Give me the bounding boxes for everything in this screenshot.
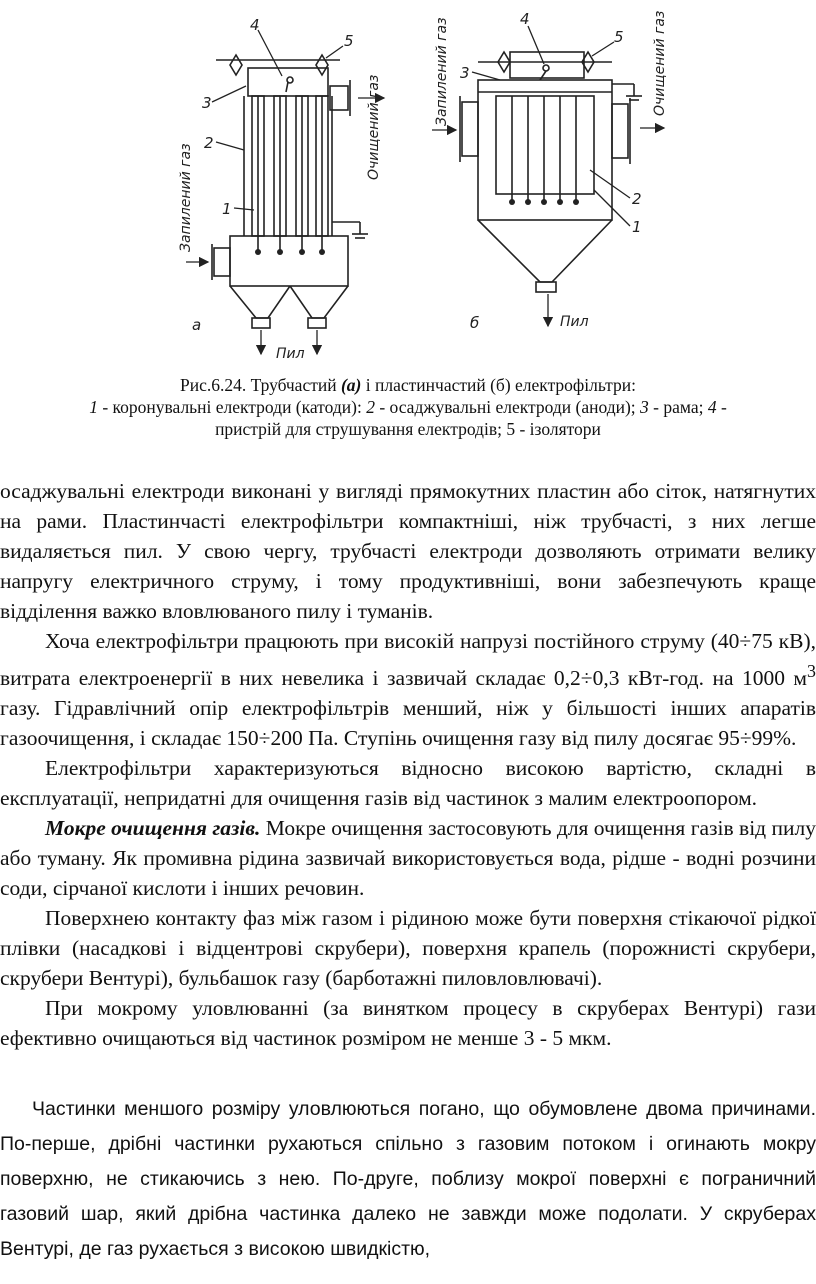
label-a-4: 4 xyxy=(250,16,260,34)
caption-line-2: 1 - коронувальні електроди (катоди): 2 - осаджувальні електроди (аноди); 3 - рама; 4 - xyxy=(89,397,727,417)
label-b-3: 3 xyxy=(460,64,470,82)
paragraph-3: Електрофільтри характеризуються відносно високою вартістю, складні в експлуатації, непридатні для очищення газів від частинок з малим електроопором. xyxy=(0,756,816,811)
label-a-3: 3 xyxy=(202,94,212,112)
diagram-a-tubular xyxy=(212,55,368,328)
label-b-4: 4 xyxy=(520,10,530,28)
paragraph-5: Поверхнею контакту фаз між газом і рідиною може бути поверхня стікаючої рідкої плівки (насадкові і відцентрові скрубери), поверхня крапель (порожнисті скрубери, скрубери Вентурі), бульбашок газу (барботажні пиловловлювачі). xyxy=(0,906,816,991)
paragraph-2: Хоча електрофільтри працюють при високій напрузі постійного струму (40÷75 кВ), витрата електроенергії в них невелика і зазвичай складає 0,2÷0,3 кВт-год. на 1000 $м^3$ газу. Гідравлічний опір електрофільтрів менший, ніж у більшості інших апаратів газоочищення, і складає 150÷200 Па. Ступінь очищення газу від пилу досягає 95÷99%. xyxy=(0,629,816,751)
label-a-5: 5 xyxy=(344,32,354,50)
body-text xyxy=(0,476,816,1053)
label-a-2: 2 xyxy=(204,134,214,152)
paragraph-7: Частинки меншого розміру уловлюються погано, що обумовлене двома причинами. По-перше, дрібні частинки рухаються спільно з газовим потоком і огинають мокру поверхню, не стикаючись з нею. По-друге, поблизу мокрої поверхні є пограничний газовий шар, який дрібна частинка далеко не завжди може подолати. У скруберах Вентурі, де газ рухається з високою швидкістю, xyxy=(0,1098,816,1260)
paragraph-4: Мокре очищення газів. Мокре очищення застосовують для очищення газів від пилу або туману. Як промивна рідина зазвичай використовується вода, рідше - водні розчини соди, сірчаної кислоти і інших речовин. xyxy=(0,816,816,901)
caption-line-1: Рис.6.24. Трубчастий (а) і пластинчастий (б) електрофільтри: xyxy=(179,375,637,395)
label-b-2: 2 xyxy=(632,190,642,208)
label-b-1: 1 xyxy=(632,218,642,236)
label-b-gas-out: Очищений газ xyxy=(652,10,668,116)
label-b-dust: Пил xyxy=(560,314,589,330)
section-heading: Мокре очищення газів. xyxy=(45,816,261,841)
label-a-gas-in: Запилений газ xyxy=(178,143,194,252)
figure-caption xyxy=(0,374,816,440)
label-b-5: 5 xyxy=(614,28,624,46)
label-b-gas-in: Запилений газ xyxy=(434,17,450,126)
diagram-b-plate xyxy=(460,52,642,292)
label-a-gas-out: Очищений газ xyxy=(366,74,382,180)
label-a-1: 1 xyxy=(222,200,232,218)
paragraph-1: осаджувальні електроди виконані у вигляді прямокутних пластин або сіток, натягнутих на рами. Пластинчасті електрофільтри компактніші, ніж трубчасті, з них легше видаляється пил. У свою чергу, трубчасті електроди дозволяють отримати велику напругу електричного струму, і тому продуктивніші, вони забезпечують краще відділення важко вловлюваного пилу і туманів. xyxy=(0,479,816,623)
label-a-dust: Пил xyxy=(276,346,305,362)
electrofilter-figure xyxy=(0,0,816,370)
caption-line-3: пристрій для струшування електродів; 5 - ізолятори xyxy=(215,419,601,439)
label-a-letter: а xyxy=(192,316,202,334)
paragraph-6: При мокрому уловлюванні (за винятком процесу в скруберах Вентурі) гази ефективно очищаються від частинок розміром не менше 3 - 5 мкм. xyxy=(0,996,816,1051)
label-b-letter: б xyxy=(470,314,480,332)
body-text-sans xyxy=(0,1092,816,1267)
